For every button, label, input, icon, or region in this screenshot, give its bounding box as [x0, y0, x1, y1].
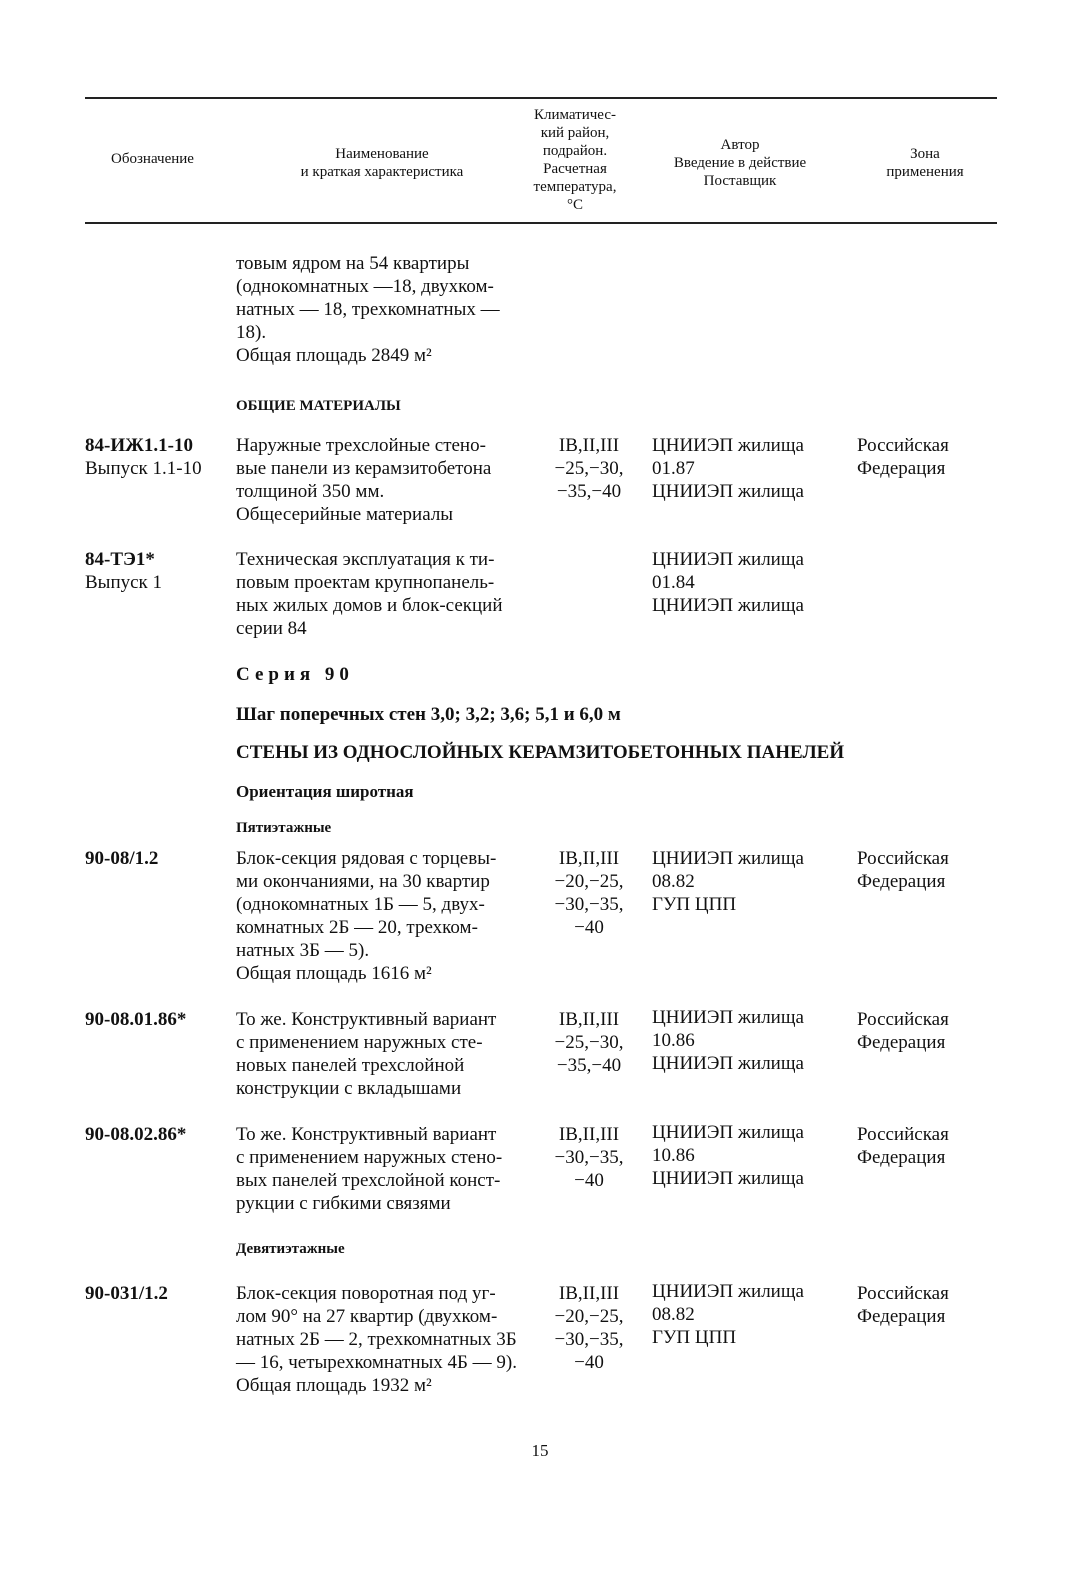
row-climate: IВ,II,III −25,−30, −35,−40 — [554, 435, 624, 502]
row-author: ЦНИИЭП жилища 01.84 ЦНИИЭП жилища — [652, 549, 804, 616]
table-header-bottom-rule — [85, 222, 997, 224]
row-description: Блок-секция поворотная под уг- лом 90° на 27 квартир (двухком- натных 2Б — 2, трехкомнатных 3Б — 16, четырехкомнатных 4Б — 9). Общая площадь 1932 м² — [236, 1283, 518, 1396]
row-code: 84-ИЖ1.1-10 Выпуск 1.1-10 — [85, 435, 202, 479]
header-designation: Обозначение — [111, 151, 194, 167]
row-code: 90-031/1.2 — [85, 1283, 168, 1304]
row-author: ЦНИИЭП жилища 08.82 ГУП ЦПП — [652, 848, 804, 915]
row-code: 84-ТЭ1* Выпуск 1 — [85, 549, 163, 593]
row-climate: IВ,II,III −20,−25, −30,−35, −40 — [554, 848, 624, 938]
row-code: 90-08.02.86* — [85, 1124, 187, 1145]
row-zone: Российская Федерация — [857, 1124, 949, 1168]
page-number: 15 — [531, 1441, 549, 1460]
header-name: Наименование и краткая характеристика — [300, 146, 464, 180]
row-zone: Российская Федерация — [857, 848, 949, 892]
row-zone: Российская Федерация — [857, 1283, 949, 1327]
header-zone: Зона применения — [886, 146, 964, 180]
row-description: Наружные трехслойные стено- вые панели из керамзитобетона толщиной 350 мм. Общесерийные материалы — [236, 435, 492, 525]
series-walls: СТЕНЫ ИЗ ОДНОСЛОЙНЫХ КЕРАМЗИТОБЕТОННЫХ ПАНЕЛЕЙ — [236, 742, 845, 763]
header-climate: Климатичес- кий район, подрайон. Расчетная температура, °С — [533, 107, 617, 213]
series-orientation: Ориентация широтная — [236, 782, 414, 801]
row-code: 90-08.01.86* — [85, 1009, 187, 1030]
series-title: Серия 90 — [236, 664, 354, 685]
row-climate: IВ,II,III −20,−25, −30,−35, −40 — [554, 1283, 624, 1373]
row-description: То же. Конструктивный вариант с применением наружных сте- новых панелей трехслойной конструкции с вкладышами — [236, 1009, 497, 1099]
row-author: ЦНИИЭП жилища 01.87 ЦНИИЭП жилища — [652, 435, 804, 502]
nine-storey-heading: Девятиэтажные — [236, 1241, 345, 1257]
row-author: ЦНИИЭП жилища 10.86 ЦНИИЭП жилища — [652, 1122, 804, 1189]
continuation-text: товым ядром на 54 квартиры (однокомнатных —18, двухком- натных — 18, трехкомнатных — 18). Общая площадь 2849 м² — [236, 253, 500, 366]
series-step: Шаг поперечных стен 3,0; 3,2; 3,6; 5,1 и 6,0 м — [236, 704, 621, 725]
row-code: 90-08/1.2 — [85, 848, 159, 869]
five-storey-heading: Пятиэтажные — [236, 820, 332, 836]
row-description: Блок-секция рядовая с торцевы- ми окончаниями, на 30 квартир (однокомнатных 1Б — 5, двух- комнатных 2Б — 20, трехком- натных 3Б — 5). Общая площадь 1616 м² — [236, 848, 497, 984]
section-general-materials: ОБЩИЕ МАТЕРИАЛЫ — [236, 398, 401, 414]
row-description: Техническая эксплуатация к ти- повым проектам крупнопанель- ных жилых домов и блок-секций серии 84 — [236, 549, 503, 639]
row-climate: IВ,II,III −25,−30, −35,−40 — [554, 1009, 624, 1076]
row-climate: IВ,II,III −30,−35, −40 — [554, 1124, 624, 1191]
row-description: То же. Конструктивный вариант с применением наружных стено- вых панелей трехслойной конст- рукции с гибкими связями — [236, 1124, 503, 1214]
row-author: ЦНИИЭП жилища 10.86 ЦНИИЭП жилища — [652, 1007, 804, 1074]
row-zone: Российская Федерация — [857, 435, 949, 479]
row-author: ЦНИИЭП жилища 08.82 ГУП ЦПП — [652, 1281, 804, 1348]
table-header-top-rule — [85, 97, 997, 99]
row-zone: Российская Федерация — [857, 1009, 949, 1053]
header-author: Автор Введение в действие Поставщик — [673, 137, 807, 189]
